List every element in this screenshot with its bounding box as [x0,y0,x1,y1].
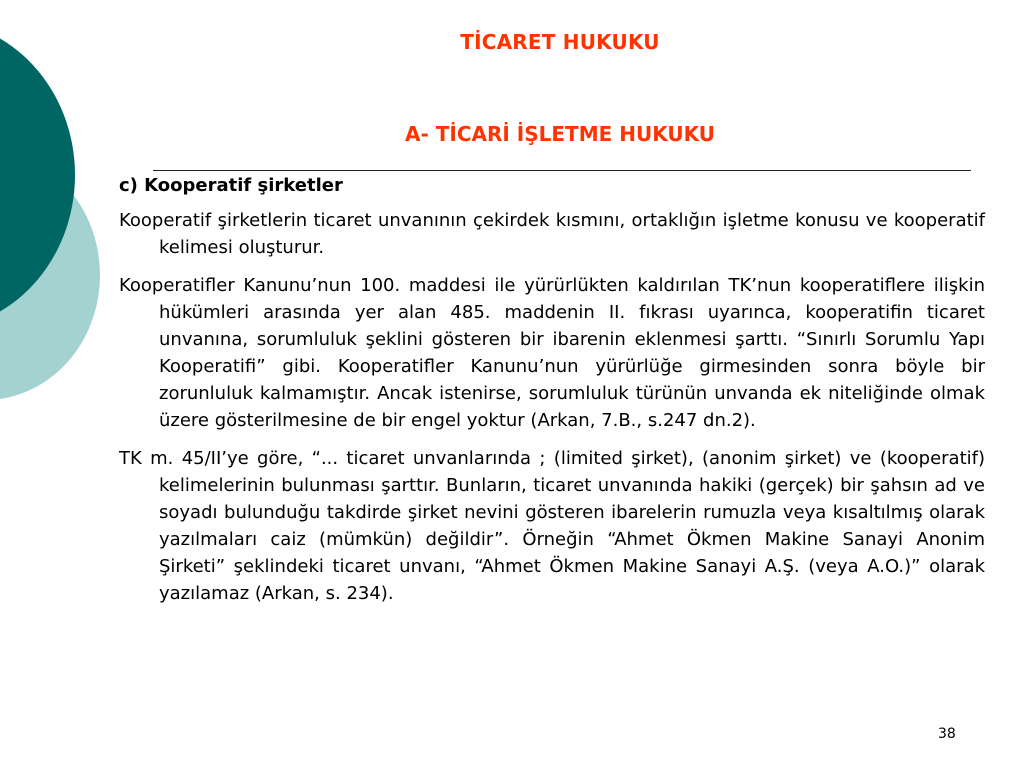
paragraph-2: Kooperatifler Kanunu’nun 100. maddesi ile yürürlükten kaldırılan TK’nun kooperatiflere ilişkin hükümleri arasında yer alan 485. maddenin II. fıkrası uyarınca, kooperatifin ticaret unvanına, sorumluluk şeklini gösteren bir ibarenin eklenmesi şarttı. “Sınırlı Sorumlu Yapı Kooperatifi” gibi. Kooperatifler Kanunu’nun yürürlüğe girmesinden sonra böyle bir zorunluluk kalmamıştır. Ancak istenirse, sorumluluk türünün unvanda ek niteliğinde olmak üzere gösterilmesine de bir engel yoktur (Arkan, 7.B., s.247 dn.2). [119,275,985,431]
section-heading: c) Kooperatif şirketler [119,175,343,196]
paragraph-1: Kooperatif şirketlerin ticaret unvanının çekirdek kısmını, ortaklığın işletme konusu ve kooperatif kelimesi oluşturur. [119,210,985,258]
slide-subtitle: A- TİCARİ İŞLETME HUKUKU [405,122,715,146]
slide-body [119,172,985,618]
paragraph-3: TK m. 45/II’ye göre, “... ticaret unvanlarında ; (limited şirket), (anonim şirket) ve (kooperatif) kelimelerinin bulunması şarttır. Bunların, ticaret unvanında hakiki (gerçek) bir şahsın ad ve soyadı bulunduğu takdirde şirket nevini gösteren ibarelerin rumuzla veya kısaltılmış olarak yazılmaları caiz (mümkün) değildir”. Örneğin “Ahmet Ökmen Makine Sanayi Anonim Şirketi” şeklindeki ticaret unvanı, “Ahmet Ökmen Makine Sanayi A.Ş. (veya A.O.)” olarak yazılamaz (Arkan, s. 234). [119,448,985,604]
slide-title: TİCARET HUKUKU [460,30,660,54]
title-divider [153,170,971,171]
page-number: 38 [938,726,956,742]
